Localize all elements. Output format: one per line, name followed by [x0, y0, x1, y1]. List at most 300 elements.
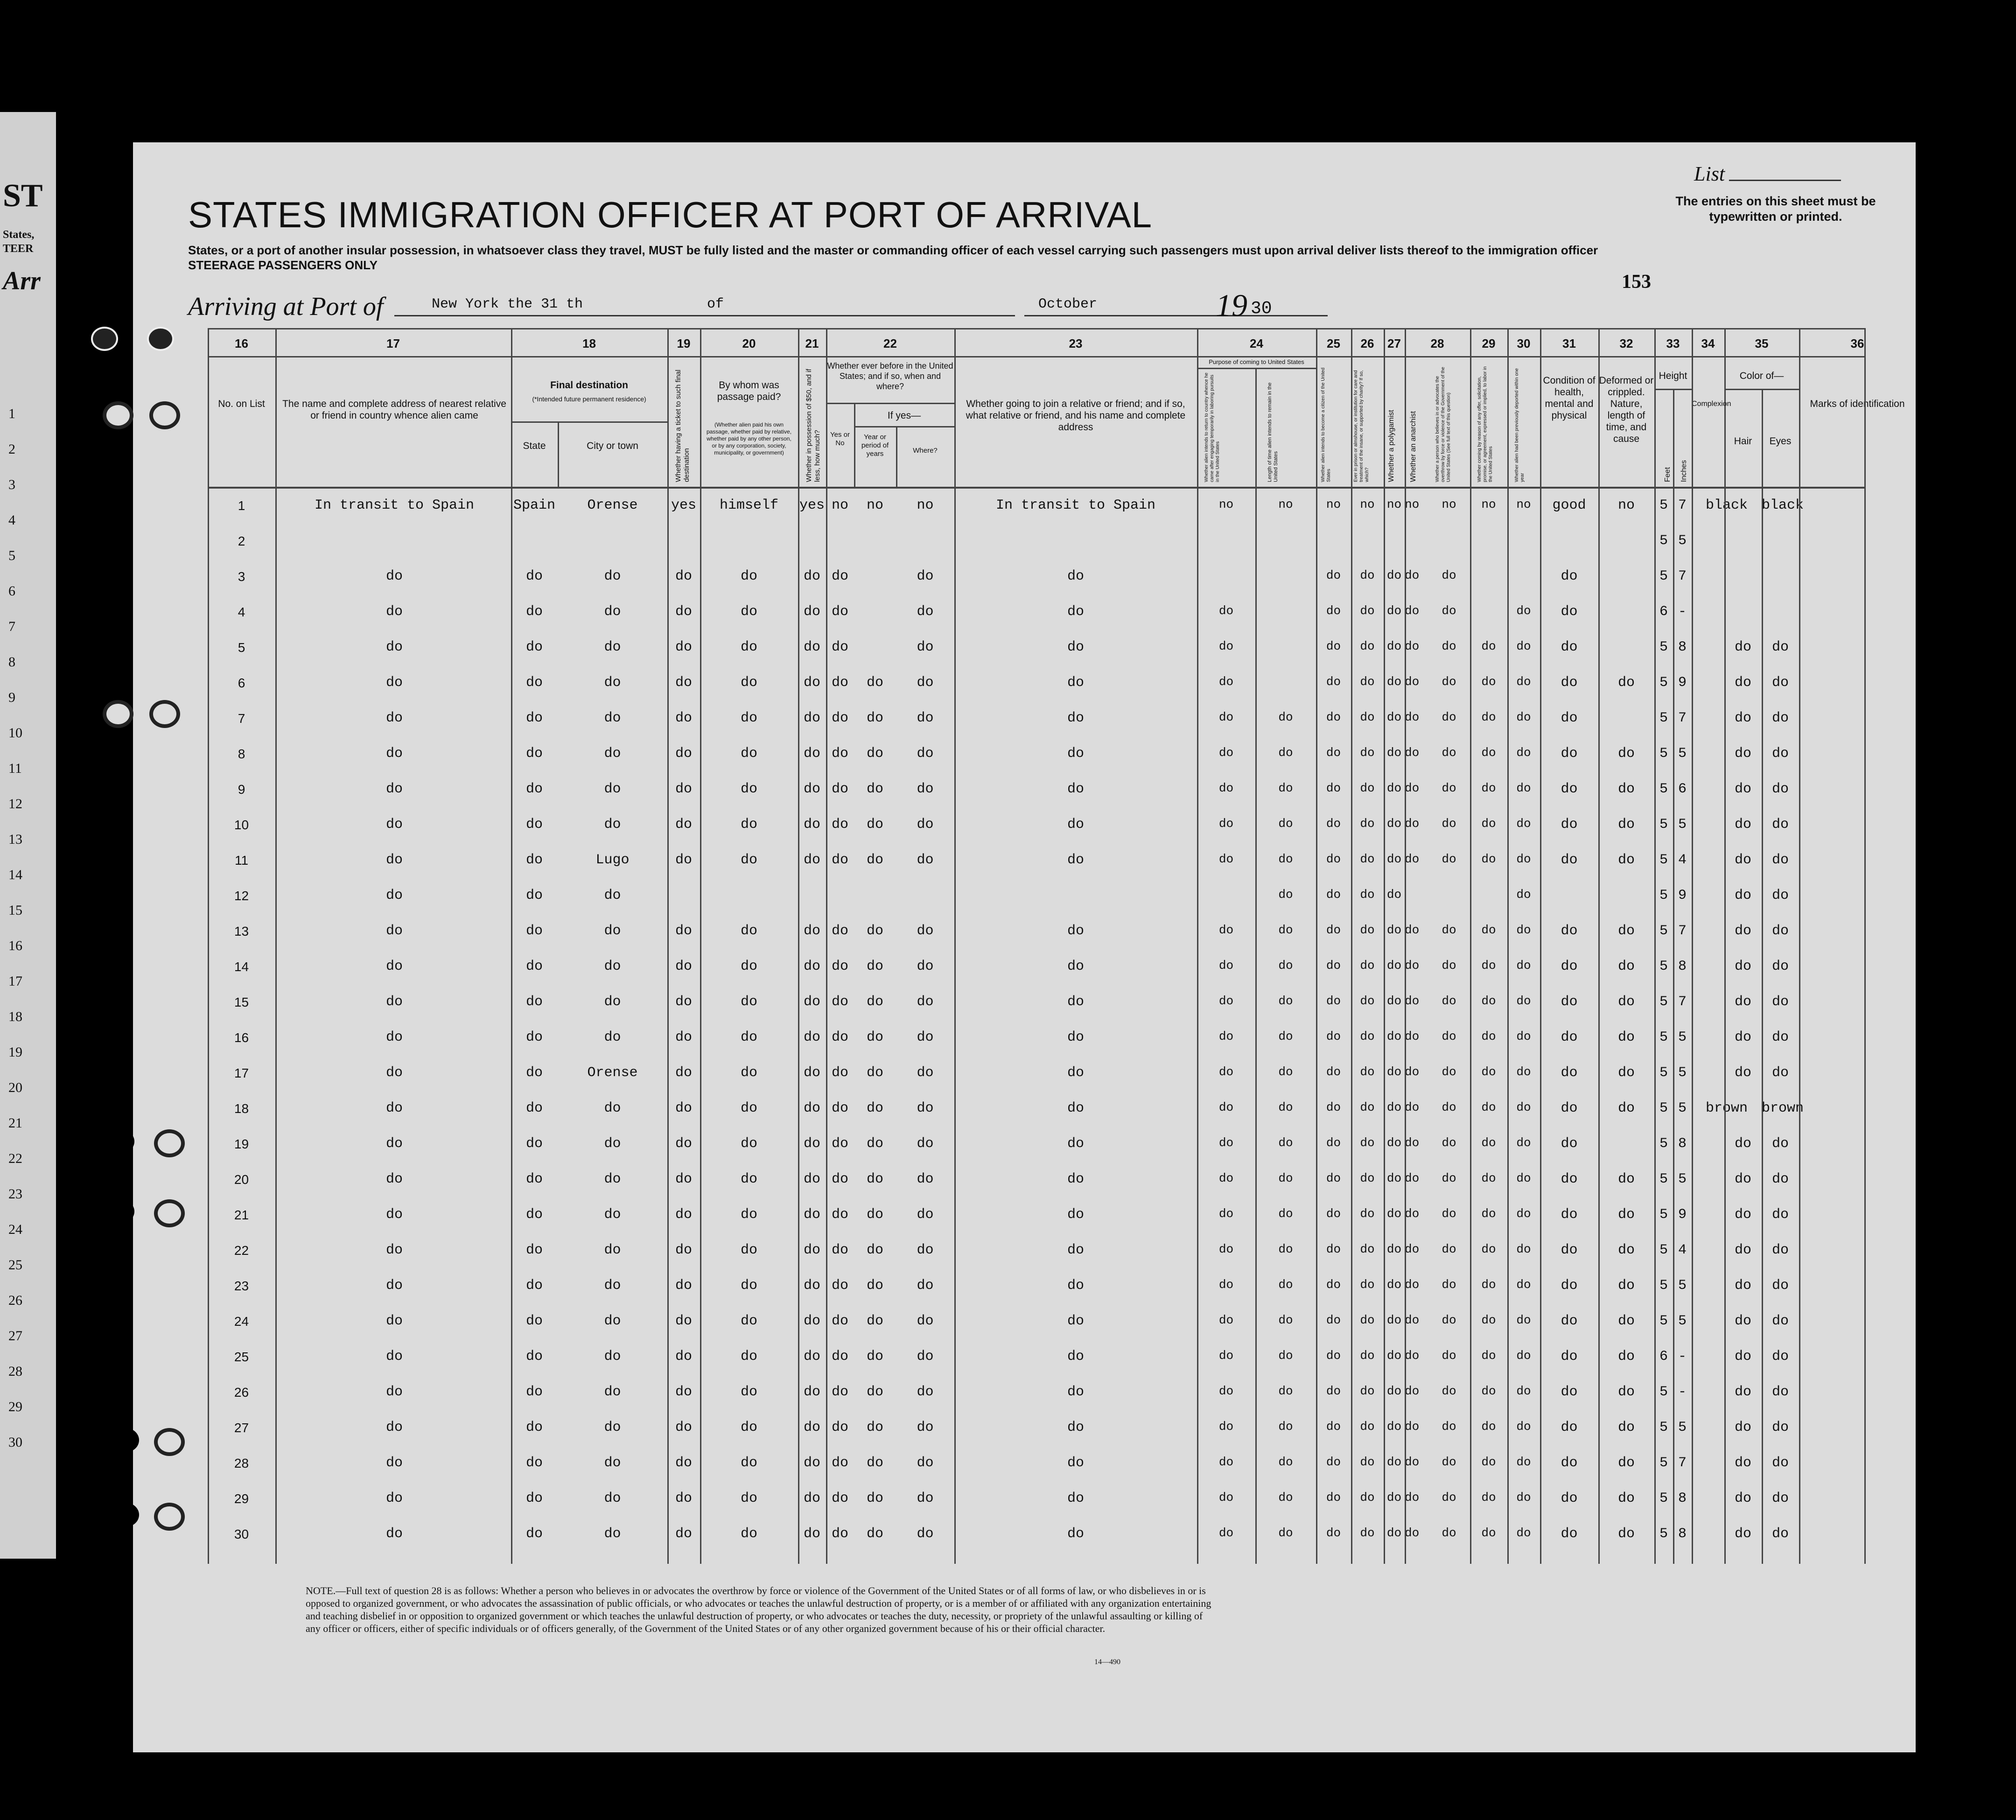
- cell-inches: 5: [1678, 1420, 1687, 1435]
- cell-health: do: [1561, 923, 1578, 939]
- cell-year: do: [866, 1384, 883, 1400]
- cell-c25: do: [1326, 888, 1341, 902]
- cell-state: do: [525, 1065, 543, 1081]
- footnote-question-28: NOTE.—Full text of question 28 is as follows: Whether a person who believes in or advocates the overthrow by force or violence of the Government of the United States or of all forms of law, or who disbelieves in or is opposed to organized government, or who advocates the assassination of public officials, or who advocates or teaches the unlawful destruction of property, or is a member of or affiliated with any organization entertaining and teaching disbelief in or opposition to organized government or which teaches the unlawful destruction of property, or who advocates or teaches the duty, necessity, or propriety of the unlawful assaulting or killing of any officer or officers, either of specific individuals or of officers generally, of the Government of the United States or of any other organized government because of his or their official character.: [306, 1585, 1211, 1634]
- header-city: City or town: [587, 441, 638, 451]
- cell-c24b: do: [1278, 1136, 1293, 1150]
- cell-c24a: do: [1218, 1491, 1234, 1505]
- col-num: 16: [235, 336, 248, 350]
- cell-c28: do: [1442, 1420, 1456, 1434]
- cell-hair: do: [1734, 781, 1751, 797]
- cell-c24a: do: [1218, 1278, 1234, 1292]
- cell-deformed: do: [1617, 1100, 1635, 1116]
- cell-paid: do: [740, 923, 757, 939]
- cell-eyes: do: [1771, 1384, 1789, 1400]
- cell-c26: do: [1386, 746, 1402, 760]
- cell-inches: 5: [1678, 533, 1687, 549]
- typewriter-note: The entries on this sheet must be typewritten or printed.: [1675, 194, 1876, 224]
- cell-hair: do: [1734, 1029, 1751, 1045]
- cell-money: do: [803, 1455, 820, 1471]
- cell-where: do: [917, 852, 934, 868]
- sub-rule: [826, 403, 954, 404]
- cell-c26: no: [1386, 497, 1402, 511]
- cell-c26: do: [1386, 1491, 1402, 1505]
- cell-city: Lugo: [595, 852, 630, 868]
- cell-feet: 5: [1659, 781, 1668, 797]
- cell-name: do: [385, 604, 403, 620]
- left-sheet-number: 28: [8, 1364, 22, 1379]
- cell-c25b: do: [1360, 852, 1375, 866]
- cell-c30: do: [1516, 994, 1531, 1008]
- cell-c25b: do: [1360, 1420, 1375, 1434]
- month-value: October: [1038, 296, 1098, 312]
- col-num: 29: [1482, 336, 1496, 350]
- punch-hole: [103, 401, 133, 429]
- cell-health: do: [1561, 746, 1578, 762]
- col-num: 21: [805, 336, 819, 350]
- year-prefix: 19: [1216, 287, 1247, 323]
- cell-state: do: [525, 1384, 543, 1400]
- cell-c25: do: [1326, 1455, 1341, 1469]
- punch-hole: [149, 401, 180, 429]
- cell-c24a: do: [1218, 1313, 1234, 1327]
- cell-c24b: do: [1278, 1526, 1293, 1540]
- left-sheet-number: 3: [8, 477, 15, 492]
- header-intended-residence: (*Intended future permanent residence): [532, 395, 646, 403]
- cell-state: do: [525, 994, 543, 1010]
- cell-health: do: [1561, 817, 1578, 833]
- cell-before: do: [831, 1171, 848, 1187]
- column-rule: [1540, 328, 1541, 1564]
- cell-money: do: [803, 817, 820, 833]
- left-sheet-number: 18: [8, 1009, 22, 1024]
- cell-ticket: do: [675, 675, 692, 691]
- row-number: 28: [234, 1456, 249, 1470]
- cell-c25: do: [1326, 1349, 1341, 1363]
- cell-c25b: do: [1360, 675, 1375, 689]
- header-divider: [208, 356, 1864, 357]
- cell-c25: do: [1326, 1420, 1341, 1434]
- cell-health: do: [1561, 604, 1578, 620]
- cell-deformed: do: [1617, 746, 1635, 762]
- cell-feet: 5: [1659, 1136, 1668, 1152]
- cell-join: do: [1067, 1491, 1084, 1506]
- cell-where: do: [917, 994, 934, 1010]
- cell-where: do: [917, 1313, 934, 1329]
- cell-c29: do: [1481, 1136, 1496, 1150]
- cell-name: do: [385, 1242, 403, 1258]
- cell-c25: do: [1326, 817, 1341, 831]
- cell-c24a: do: [1218, 746, 1234, 760]
- cell-paid: do: [740, 1100, 757, 1116]
- cell-c27: do: [1405, 959, 1420, 973]
- column-rule: [511, 328, 512, 1564]
- cell-feet: 5: [1659, 1526, 1668, 1542]
- cell-c29: do: [1481, 1420, 1496, 1434]
- cell-join: do: [1067, 568, 1084, 584]
- col-num: 32: [1619, 336, 1633, 350]
- cell-eyes: do: [1771, 710, 1789, 726]
- cell-c25b: do: [1360, 1526, 1375, 1540]
- cell-c25: do: [1326, 675, 1341, 689]
- cell-inches: 7: [1678, 923, 1687, 939]
- column-rule: [798, 328, 799, 1564]
- header-passage-paid-note: (Whether alien paid his own passage, whether paid by relative, whether paid by any other person, or by any corporation, society, municipality, or government): [706, 421, 792, 456]
- cell-c24a: do: [1218, 1242, 1234, 1256]
- cell-c24a: do: [1218, 959, 1234, 973]
- cell-before: do: [831, 639, 848, 655]
- cell-before: do: [831, 1207, 848, 1223]
- cell-c24b: do: [1278, 1065, 1293, 1079]
- cell-state: do: [525, 1136, 543, 1152]
- cell-c27: do: [1405, 746, 1420, 760]
- cell-c26: do: [1386, 1100, 1402, 1114]
- cell-feet: 5: [1659, 1029, 1668, 1045]
- punch-hole: [154, 1129, 185, 1157]
- cell-where: do: [917, 604, 934, 620]
- cell-c25b: do: [1360, 1313, 1375, 1327]
- manifest-page: [133, 142, 1916, 1752]
- row-number: 10: [234, 818, 249, 832]
- cell-money: do: [803, 604, 820, 620]
- cell-c27: do: [1405, 1420, 1420, 1434]
- cell-join: do: [1067, 1171, 1084, 1187]
- cell-city: do: [604, 817, 621, 833]
- cell-c29: no: [1481, 497, 1496, 511]
- cell-paid: do: [740, 1029, 757, 1045]
- punch-hole: [91, 327, 118, 351]
- cell-c27: do: [1405, 1065, 1420, 1079]
- cell-city: do: [604, 1349, 621, 1365]
- cell-c25b: do: [1360, 1136, 1375, 1150]
- cell-feet: 5: [1659, 1384, 1668, 1400]
- cell-c30: do: [1516, 1491, 1531, 1505]
- row-number: 18: [234, 1101, 249, 1116]
- header-polygamist: Whether a polygamist: [1387, 410, 1395, 482]
- header-bottom-rule: [208, 487, 1864, 489]
- cell-c30: do: [1516, 1207, 1531, 1221]
- cell-hair: do: [1734, 1384, 1751, 1400]
- cell-paid: do: [740, 1420, 757, 1435]
- cell-health: do: [1561, 994, 1578, 1010]
- cell-where: do: [917, 1242, 934, 1258]
- cell-c28: do: [1442, 817, 1456, 831]
- cell-c30: do: [1516, 604, 1531, 618]
- cell-ticket: do: [675, 604, 692, 620]
- cell-eyes: do: [1771, 1455, 1789, 1471]
- row-number: 11: [234, 853, 249, 868]
- cell-paid: do: [740, 710, 757, 726]
- cell-c28: no: [1442, 497, 1456, 511]
- cell-name: do: [385, 1029, 403, 1045]
- cell-deformed: do: [1617, 675, 1635, 691]
- cell-c24a: do: [1218, 604, 1234, 618]
- cell-c24b: do: [1278, 994, 1293, 1008]
- header-citizen: Whether alien intends to become a citizen of the United States: [1321, 367, 1331, 482]
- cell-before: do: [831, 1029, 848, 1045]
- table-top-rule: [208, 328, 1864, 329]
- cell-inches: 5: [1678, 1171, 1687, 1187]
- cell-city: do: [604, 1029, 621, 1045]
- cell-ticket: do: [675, 923, 692, 939]
- cell-c30: do: [1516, 1171, 1531, 1185]
- month-line: [1024, 315, 1328, 316]
- cell-c24a: do: [1218, 1420, 1234, 1434]
- cell-money: do: [803, 781, 820, 797]
- cell-year: do: [866, 1242, 883, 1258]
- cell-ticket: do: [675, 1491, 692, 1506]
- cell-c24a: do: [1218, 675, 1234, 689]
- left-sheet-fragment: States,: [3, 229, 35, 241]
- header-overthrow: Whether a person who believes in or advocates the overthrow by force or violence of the Government of the United States (See full text of this question): [1435, 367, 1451, 482]
- cell-hair: do: [1734, 639, 1751, 655]
- cell-c25: do: [1326, 1207, 1341, 1221]
- cell-health: do: [1561, 1455, 1578, 1471]
- cell-ticket: yes: [671, 497, 696, 513]
- cell-c29: do: [1481, 675, 1496, 689]
- cell-inches: 8: [1678, 1491, 1687, 1506]
- cell-eyes: do: [1771, 1207, 1789, 1223]
- cell-hair: do: [1734, 1526, 1751, 1542]
- cell-c26: do: [1386, 994, 1402, 1008]
- col-num: 33: [1666, 336, 1680, 350]
- col-num: 22: [883, 336, 897, 350]
- cell-health: do: [1561, 1349, 1578, 1365]
- cell-deformed: do: [1617, 817, 1635, 833]
- cell-money: do: [803, 1100, 820, 1116]
- cell-c24b: do: [1278, 1029, 1293, 1043]
- cell-hair: do: [1734, 1065, 1751, 1081]
- cell-c29: do: [1481, 959, 1496, 973]
- cell-c26: do: [1386, 852, 1402, 866]
- cell-c28: do: [1442, 1526, 1456, 1540]
- cell-state: do: [525, 1207, 543, 1223]
- cell-eyes: do: [1771, 1171, 1789, 1187]
- cell-c24b: do: [1278, 888, 1293, 902]
- cell-hair: do: [1734, 1313, 1751, 1329]
- cell-c25: do: [1326, 1526, 1341, 1540]
- cell-eyes: do: [1771, 817, 1789, 833]
- cell-c25b: do: [1360, 1207, 1375, 1221]
- cell-eyes: do: [1771, 1242, 1789, 1258]
- cell-hair: do: [1734, 888, 1751, 903]
- cell-c25b: no: [1360, 497, 1375, 511]
- cell-money: do: [803, 959, 820, 974]
- cell-c28: do: [1442, 923, 1456, 937]
- cell-money: yes: [799, 497, 825, 513]
- arriving-label: Arriving at Port of: [188, 292, 384, 321]
- cell-health: do: [1561, 1384, 1578, 1400]
- col-num: 19: [677, 336, 691, 350]
- cell-hair: do: [1734, 994, 1751, 1010]
- left-sheet-number: 2: [8, 441, 15, 457]
- cell-c29: do: [1481, 1313, 1496, 1327]
- cell-c25: no: [1326, 497, 1341, 511]
- cell-c24a: do: [1218, 1384, 1234, 1398]
- cell-c27: do: [1405, 1526, 1420, 1540]
- cell-paid: do: [740, 568, 757, 584]
- cell-c24a: do: [1218, 994, 1234, 1008]
- cell-name: do: [385, 710, 403, 726]
- cell-hair: do: [1734, 1455, 1751, 1471]
- col-num: 31: [1562, 336, 1576, 350]
- cell-c30: do: [1516, 923, 1531, 937]
- cell-state: do: [525, 1278, 543, 1294]
- cell-c24a: do: [1218, 923, 1234, 937]
- cell-money: do: [803, 923, 820, 939]
- col-num: 23: [1069, 336, 1083, 350]
- cell-c29: do: [1481, 1278, 1496, 1292]
- header-labor-offer: Whether coming by reason of any offer, solicitation, promise, or agreement, expressed or implied, to labor in the United States: [1477, 366, 1493, 482]
- cell-ticket: do: [675, 568, 692, 584]
- cell-c24a: do: [1218, 1136, 1234, 1150]
- cell-year: do: [866, 1349, 883, 1365]
- row-number: 24: [234, 1314, 249, 1329]
- cell-state: do: [525, 568, 543, 584]
- cell-money: do: [803, 852, 820, 868]
- cell-where: do: [917, 1171, 934, 1187]
- cell-c26: do: [1386, 1242, 1402, 1256]
- cell-c27: do: [1405, 604, 1420, 618]
- cell-c24b: do: [1278, 852, 1293, 866]
- cell-city: Orense: [587, 497, 638, 513]
- cell-money: do: [803, 1207, 820, 1223]
- cell-hair: do: [1734, 1278, 1751, 1294]
- cell-c28: do: [1442, 639, 1456, 653]
- cell-c26: do: [1386, 1349, 1402, 1363]
- cell-c30: do: [1516, 1278, 1531, 1292]
- left-adjacent-sheet: [0, 112, 56, 1559]
- cell-join: do: [1067, 746, 1084, 762]
- cell-c25: do: [1326, 1171, 1341, 1185]
- row-number: 29: [234, 1491, 249, 1506]
- cell-health: do: [1561, 1242, 1578, 1258]
- cell-c29: do: [1481, 746, 1496, 760]
- cell-c25b: do: [1360, 781, 1375, 795]
- column-rule: [1864, 328, 1866, 1564]
- cell-c24b: do: [1278, 1455, 1293, 1469]
- cell-money: do: [803, 675, 820, 691]
- cell-join: do: [1067, 1420, 1084, 1435]
- cell-c28: do: [1442, 1242, 1456, 1256]
- cell-join: do: [1067, 710, 1084, 726]
- cell-feet: 5: [1659, 1313, 1668, 1329]
- cell-health: do: [1561, 1029, 1578, 1045]
- cell-c25: do: [1326, 604, 1341, 618]
- cell-feet: 5: [1659, 675, 1668, 691]
- cell-c26: do: [1386, 604, 1402, 618]
- cell-c24a: do: [1218, 1171, 1234, 1185]
- cell-join: do: [1067, 817, 1084, 833]
- cell-city: do: [604, 923, 621, 939]
- punch-hole: [149, 700, 180, 728]
- cell-c24b: do: [1278, 1384, 1293, 1398]
- cell-join: do: [1067, 852, 1084, 868]
- cell-c28: do: [1442, 1455, 1456, 1469]
- cell-join: In transit to Spain: [995, 497, 1156, 513]
- cell-name: do: [385, 1171, 403, 1187]
- cell-c27: do: [1405, 675, 1420, 689]
- row-number: 14: [234, 959, 249, 974]
- cell-state: do: [525, 1349, 543, 1365]
- cell-c28: do: [1442, 1491, 1456, 1505]
- cell-year: do: [866, 1420, 883, 1435]
- cell-where: do: [917, 675, 934, 691]
- cell-c29: do: [1481, 1207, 1496, 1221]
- cell-c27: do: [1405, 1455, 1420, 1469]
- cell-eyes: brown: [1762, 1100, 1804, 1116]
- cell-year: do: [866, 1171, 883, 1187]
- header-anarchist: Whether an anarchist: [1409, 411, 1417, 482]
- cell-complexion: black: [1705, 497, 1748, 513]
- cell-c25b: do: [1360, 994, 1375, 1008]
- cell-c25b: do: [1360, 1455, 1375, 1469]
- cell-join: do: [1067, 1455, 1084, 1471]
- cell-before: do: [831, 817, 848, 833]
- cell-c28: do: [1442, 1313, 1456, 1327]
- cell-c30: do: [1516, 1313, 1531, 1327]
- header-color-of: Color of—: [1739, 371, 1784, 381]
- cell-inches: 7: [1678, 994, 1687, 1010]
- cell-c25b: do: [1360, 1065, 1375, 1079]
- cell-c26: do: [1386, 710, 1402, 724]
- column-rule: [1351, 328, 1352, 1564]
- cell-c25b: do: [1360, 639, 1375, 653]
- cell-state: do: [525, 1491, 543, 1506]
- col-num: 35: [1755, 336, 1769, 350]
- col-num: 18: [582, 336, 596, 350]
- cell-health: do: [1561, 1313, 1578, 1329]
- cell-inches: 8: [1678, 1526, 1687, 1542]
- row-number: 16: [234, 1030, 249, 1045]
- punch-hole: [103, 700, 133, 728]
- cell-inches: 8: [1678, 639, 1687, 655]
- cell-c26: do: [1386, 568, 1402, 582]
- row-number: 3: [238, 569, 245, 584]
- cell-health: do: [1561, 852, 1578, 868]
- cell-c25: do: [1326, 1100, 1341, 1114]
- left-sheet-number: 8: [8, 654, 15, 670]
- cell-c30: do: [1516, 888, 1531, 902]
- row-number: 22: [234, 1243, 249, 1258]
- cell-c30: do: [1516, 746, 1531, 760]
- cell-c25: do: [1326, 852, 1341, 866]
- header-state: State: [523, 441, 546, 451]
- cell-c26: do: [1386, 781, 1402, 795]
- cell-ticket: do: [675, 1100, 692, 1116]
- cell-state: do: [525, 675, 543, 691]
- cell-city: do: [604, 710, 621, 726]
- sub-rule: [896, 426, 897, 487]
- cell-state: do: [525, 923, 543, 939]
- col-num: 17: [386, 336, 400, 350]
- column-rule: [1692, 328, 1693, 1564]
- cell-before: do: [831, 852, 848, 868]
- cell-c24b: do: [1278, 817, 1293, 831]
- cell-c30: do: [1516, 1065, 1531, 1079]
- cell-eyes: do: [1771, 1526, 1789, 1542]
- cell-where: do: [917, 923, 934, 939]
- cell-c24a: do: [1218, 1100, 1234, 1114]
- cell-c26: do: [1386, 1384, 1402, 1398]
- cell-paid: do: [740, 781, 757, 797]
- cell-where: do: [917, 568, 934, 584]
- cell-feet: 5: [1659, 1455, 1668, 1471]
- cell-money: do: [803, 1526, 820, 1542]
- cell-inches: 5: [1678, 1100, 1687, 1116]
- cell-deformed: do: [1617, 1420, 1635, 1435]
- cell-c27: do: [1405, 1100, 1420, 1114]
